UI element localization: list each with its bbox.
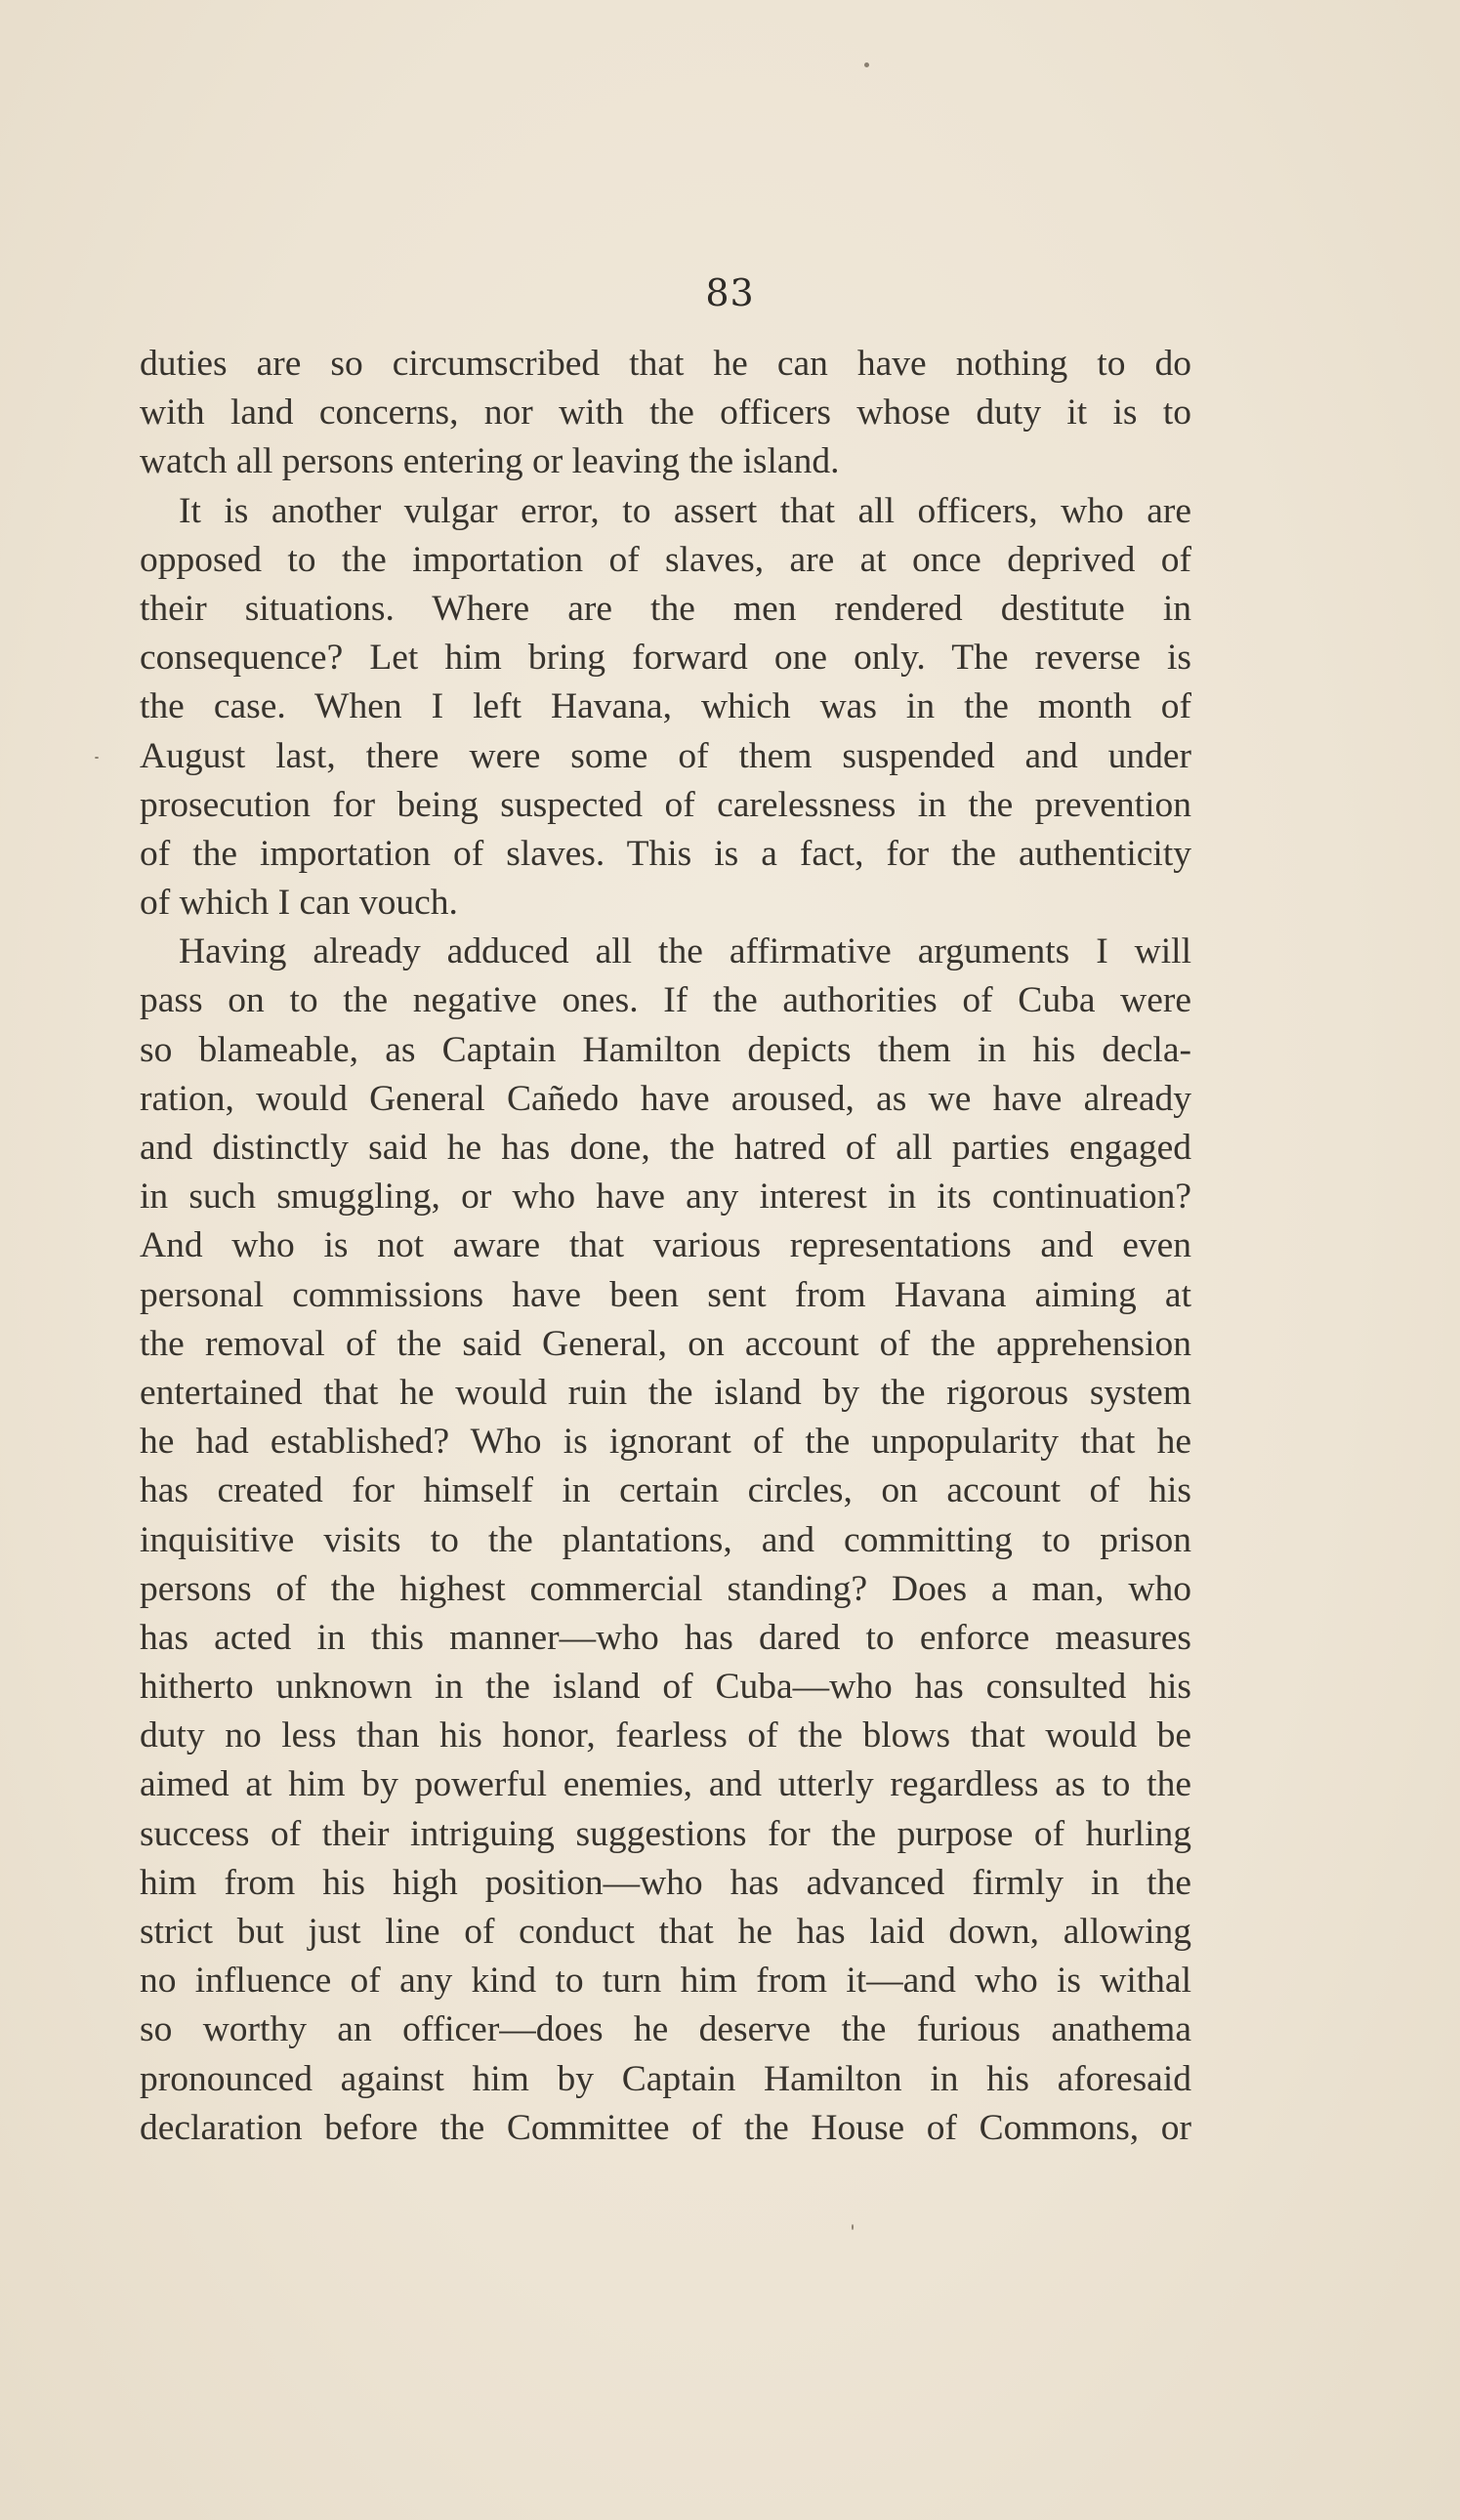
text-line: persons of the highest commercial standing? Does a man, who — [140, 1568, 1191, 1609]
text-line: the case. When I left Havana, which was in the month of — [140, 686, 1191, 727]
text-line: hitherto unknown in the island of Cuba—who has consulted his — [140, 1667, 1191, 1708]
text-line: no influence of any kind to turn him from it—and who is withal — [140, 1961, 1191, 2002]
text-line: in such smuggling, or who have any interest in its continuation? — [140, 1177, 1191, 1218]
text-line: declaration before the Committee of the House of Commons, or — [140, 2107, 1191, 2148]
ink-speck-margin — [95, 757, 99, 759]
text-line: success of their intriguing suggestions for the purpose of hurling — [140, 1813, 1191, 1854]
text-line: entertained that he would ruin the island by the rigorous system — [140, 1372, 1191, 1413]
text-line: their situations. Where are the men rendered destitute in — [140, 588, 1191, 629]
text-line: so blameable, as Captain Hamilton depicts them in his decla- — [140, 1029, 1191, 1070]
text-line: has acted in this manner—who has dared to enforce measures — [140, 1617, 1191, 1658]
text-line: of the importation of slaves. This is a fact, for the authenticity — [140, 833, 1191, 874]
text-line: prosecution for being suspected of carelessness in the prevention — [140, 784, 1191, 825]
text-line: aimed at him by powerful enemies, and utterly regardless as to the — [140, 1764, 1191, 1805]
text-line: of which I can vouch. — [140, 883, 458, 924]
text-line: and distinctly said he has done, the hatred of all parties engaged — [140, 1128, 1191, 1168]
body-text — [140, 340, 1191, 2153]
text-line: him from his high position—who has advanced firmly in the — [140, 1862, 1191, 1903]
text-line: personal commissions have been sent from Havana aiming at — [140, 1274, 1191, 1315]
text-line: pass on to the negative ones. If the authorities of Cuba were — [140, 980, 1191, 1021]
text-line: duty no less than his honor, fearless of the blows that would be — [140, 1715, 1191, 1756]
text-line: pronounced against him by Captain Hamilton in his aforesaid — [140, 2058, 1191, 2099]
text-line: Having already adduced all the affirmative arguments I will — [179, 931, 1191, 972]
page-number: 83 — [705, 271, 755, 314]
text-line: ration, would General Cañedo have aroused, as we have already — [140, 1078, 1191, 1119]
text-line: he had established? Who is ignorant of the unpopularity that he — [140, 1422, 1191, 1463]
text-line: duties are so circumscribed that he can have nothing to do — [140, 344, 1191, 384]
text-line: with land concerns, nor with the officers whose duty it is to — [140, 392, 1191, 434]
text-line: the removal of the said General, on account of the apprehension — [140, 1323, 1191, 1364]
text-line: so worthy an officer—does he deserve the furious anathema — [140, 2009, 1191, 2050]
ink-speck-bottom — [852, 2224, 854, 2230]
text-line: has created for himself in certain circles, on account of his — [140, 1470, 1191, 1511]
text-line: opposed to the importation of slaves, are at once deprived of — [140, 539, 1191, 580]
text-line: It is another vulgar error, to assert that all officers, who are — [179, 490, 1191, 531]
text-line: inquisitive visits to the plantations, and committing to prison — [140, 1519, 1191, 1560]
text-line: strict but just line of conduct that he has laid down, allowing — [140, 1912, 1191, 1952]
text-line: August last, there were some of them suspended and under — [140, 735, 1191, 776]
ink-speck-top — [864, 62, 869, 67]
text-line: consequence? Let him bring forward one only. The reverse is — [140, 638, 1191, 679]
text-line: watch all persons entering or leaving the island. — [140, 441, 840, 482]
text-line: And who is not aware that various representations and even — [140, 1225, 1191, 1266]
